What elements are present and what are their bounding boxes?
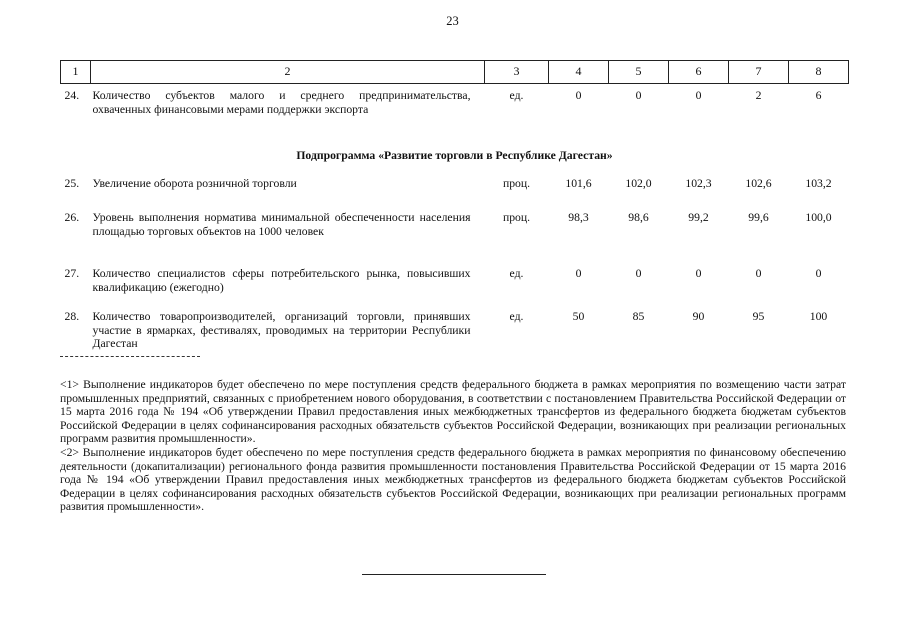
footnote-1: <1> Выполнение индикаторов будет обеспечено по мере поступления средств федерального бюджета в рамках мероприятия по возмещению части затрат промышленных предприятий, связанных с приобретением нового оборудования, в соответствии с постановлением Правительства Российской Федерации от 15 марта 2016 года № 194 «Об утверждении Правил предоставления иных межбюджетных трансфертов из федерального бюджета бюджетам субъектов Российской Федерации в целях софинансирования расходных обязательств субъектов Российской Федерации, возникающих при реализации региональных программ развития промышленности».	[60, 378, 846, 446]
value-cell: 95	[752, 310, 765, 323]
value-cell: 85	[632, 310, 645, 323]
row-number: 25.	[64, 177, 80, 190]
table-header-row	[61, 61, 849, 84]
indicator-name: Количество специалистов сферы потребительского рынка, повысивших квалификацию (ежегодно)	[92, 267, 471, 294]
value-cell: 0	[755, 267, 762, 280]
column-header: 2	[91, 61, 485, 84]
indicators-table	[60, 60, 849, 360]
value-cell: 101,6	[565, 177, 592, 190]
value-cell: 50	[572, 310, 585, 323]
footnote-2: <2> Выполнение индикаторов будет обеспечено по мере поступления средств федерального бюджета в рамках мероприятия по финансовому обеспечению деятельности (докапитализации) регионального фонда развития промышленности постановления Правительства Российской Федерации от 15 марта 2016 года № 194 «Об утверждении Правил предоставления иных межбюджетных трансфертов из федерального бюджета бюджетам субъектов Российской Федерации в целях софинансирования расходных обязательств субъектов Российской Федерации, возникающих при реализации региональных программ развития промышленности».	[60, 445, 846, 514]
value-cell: 0	[575, 267, 582, 280]
value-cell: 100	[809, 310, 828, 323]
page-number: 23	[446, 14, 459, 28]
footnote-separator	[60, 356, 200, 357]
table-row	[61, 173, 849, 203]
column-header: 8	[789, 61, 849, 84]
column-header: 5	[609, 61, 669, 84]
row-number: 27.	[64, 267, 80, 280]
footnotes	[60, 378, 846, 514]
table-row	[61, 84, 849, 148]
column-header: 4	[549, 61, 609, 84]
subprogram-heading-row	[61, 147, 849, 173]
column-header: 6	[669, 61, 729, 84]
indicator-name: Количество субъектов малого и среднего предпринимательства, охваченных финансовыми мерами поддержки экспорта	[92, 89, 471, 116]
row-number: 28.	[64, 310, 80, 323]
value-cell: 98,6	[628, 211, 649, 224]
unit-cell: ед.	[509, 267, 524, 280]
unit-cell: проц.	[502, 177, 531, 190]
value-cell: 0	[635, 89, 642, 102]
indicator-name: Уровень выполнения норматива минимальной обеспеченности населения площадью торговых объектов на 1000 человек	[92, 211, 471, 238]
value-cell: 0	[815, 267, 822, 280]
column-header: 3	[485, 61, 549, 84]
unit-cell: проц.	[502, 211, 531, 224]
value-cell: 102,6	[745, 177, 772, 190]
value-cell: 0	[695, 89, 702, 102]
value-cell: 103,2	[805, 177, 832, 190]
table-row	[61, 203, 849, 265]
value-cell: 98,3	[568, 211, 589, 224]
value-cell: 0	[635, 267, 642, 280]
value-cell: 99,2	[688, 211, 709, 224]
column-header: 1	[61, 61, 91, 84]
end-of-page-rule	[362, 574, 546, 575]
value-cell: 102,0	[625, 177, 652, 190]
indicator-name: Увеличение оборота розничной торговли	[92, 177, 297, 190]
value-cell: 102,3	[685, 177, 712, 190]
column-header: 7	[729, 61, 789, 84]
row-number: 24.	[64, 89, 80, 102]
indicator-name: Количество товаропроизводителей, организаций торговли, принявших участие в ярмарках, фестивалях, проводимых на территории Республики Дагестан	[92, 310, 471, 350]
table-row	[61, 308, 849, 360]
value-cell: 0	[575, 89, 582, 102]
value-cell: 6	[815, 89, 822, 102]
row-number: 26.	[64, 211, 80, 224]
unit-cell: ед.	[509, 89, 524, 102]
unit-cell: ед.	[509, 310, 524, 323]
value-cell: 99,6	[748, 211, 769, 224]
value-cell: 0	[695, 267, 702, 280]
value-cell: 90	[692, 310, 705, 323]
value-cell: 2	[755, 89, 762, 102]
table-row	[61, 265, 849, 308]
value-cell: 100,0	[805, 211, 832, 224]
subprogram-heading: Подпрограмма «Развитие торговли в Республике Дагестан»	[296, 149, 613, 162]
